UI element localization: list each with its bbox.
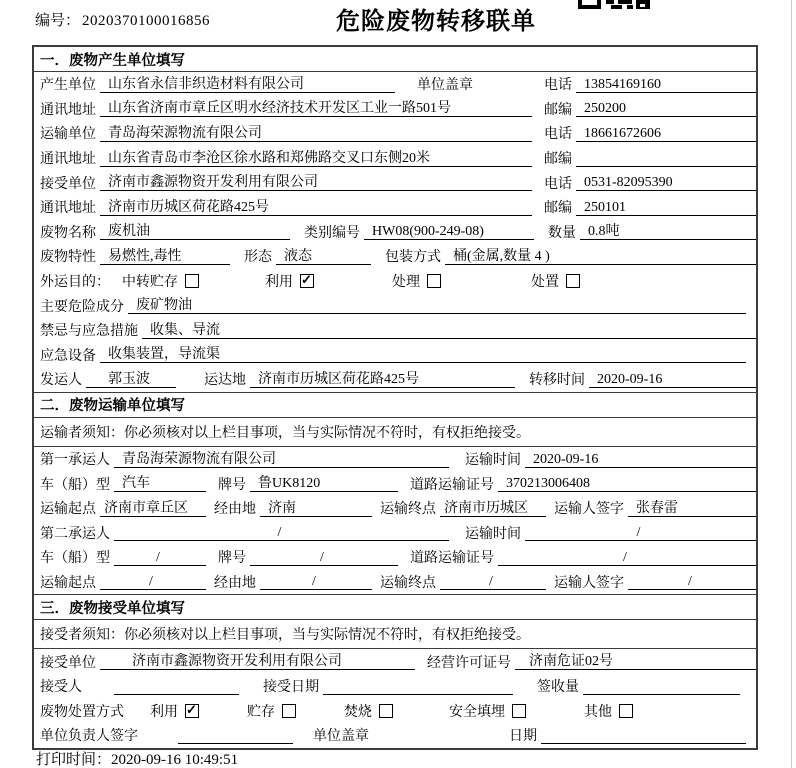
taboo-label: 禁忌与应急措施 (40, 324, 138, 340)
producer-phone-value: 13854169160 (576, 76, 756, 93)
print-time (36, 748, 238, 768)
carrier1-label: 第一承运人 (40, 453, 110, 469)
transfer-time-value: 2020-09-16 (589, 371, 756, 388)
route1-row (34, 496, 756, 521)
vehicle1-value: 汽车 (114, 475, 206, 492)
equipment-value: 收集装置，导流渠 (100, 346, 746, 363)
phone-label: 电话 (544, 176, 572, 192)
checkbox-unchecked-icon (185, 274, 199, 288)
carrier2-row (34, 521, 756, 546)
route2-row (34, 570, 756, 595)
disposal-option-utilize (150, 701, 199, 721)
form-label: 形态 (244, 250, 272, 266)
carrier2-label: 第二承运人 (40, 526, 110, 542)
option-label: 利用 (265, 275, 293, 291)
carrier1-value: 青岛海荣源物流有限公司 (114, 451, 449, 468)
option-label: 中转贮存 (122, 275, 178, 291)
purpose-option-utilize (265, 271, 314, 291)
section3-title: 三．废物接受单位填写 (34, 594, 756, 620)
address-label: 通讯地址 (40, 152, 96, 168)
transporter-sign1-value: 张春雷 (628, 500, 756, 517)
transport-time-label: 运输时间 (465, 453, 521, 469)
shipper-label: 发运人 (40, 373, 82, 389)
transporter-value: 青岛海荣源物流有限公司 (100, 125, 532, 142)
hazard-row (34, 293, 756, 318)
transport-time-label: 运输时间 (465, 526, 521, 542)
option-label: 利用 (150, 704, 178, 720)
checkbox-unchecked-icon (427, 274, 441, 288)
character-value: 易燃性,毒性 (100, 248, 230, 265)
waste-character-row (34, 244, 756, 269)
transporter-sign2-value: / (628, 573, 756, 590)
hazard-label: 主要危险成分 (40, 299, 124, 315)
quantity-label: 数量 (548, 225, 576, 241)
via-label: 经由地 (214, 502, 256, 518)
accept-unit-value: 济南市鑫源物资开发利用有限公司 (100, 653, 415, 670)
waste-name-value: 废机油 (100, 223, 290, 240)
option-label: 安全填埋 (449, 704, 505, 720)
unit-seal-label: 单位盖章 (313, 729, 369, 745)
checkbox-unchecked-icon (566, 274, 580, 288)
transfer-time-label: 转移时间 (529, 373, 585, 389)
serial-value: 2020370100016856 (82, 13, 211, 29)
amount-label: 签收量 (537, 680, 579, 696)
equipment-label: 应急设备 (40, 348, 96, 364)
equipment-row (34, 343, 756, 368)
purpose-option-treat (392, 271, 441, 291)
waste-name-label: 废物名称 (40, 225, 96, 241)
taboo-value: 收集、导流 (142, 322, 756, 339)
checkbox-unchecked-icon (379, 704, 393, 718)
license-label: 经营许可证号 (427, 655, 511, 671)
via1-value: 济南 (260, 500, 372, 517)
packing-label: 包装方式 (385, 250, 441, 266)
origin-label: 运输起点 (40, 502, 96, 518)
phone-label: 电话 (544, 127, 572, 143)
plate1-value: 鲁UK8120 (250, 475, 398, 492)
receiver-phone-value: 0531-82095390 (576, 174, 756, 191)
option-label: 焚烧 (344, 704, 372, 720)
transporter-label: 运输单位 (40, 127, 96, 143)
section1-title: 一．废物产生单位填写 (34, 47, 756, 72)
plate2-value: / (250, 549, 398, 566)
accept-unit-label: 接受单位 (40, 655, 96, 671)
carrier2-value: / (114, 524, 449, 541)
transporter-sign-label: 运输人签字 (554, 575, 624, 591)
license-value: 济南危证02号 (515, 653, 756, 670)
unit-seal-label: 单位盖章 (417, 78, 473, 94)
disposal-option-incinerate (344, 701, 393, 721)
receiver-address-value: 济南市历城区荷花路425号 (100, 199, 532, 216)
transporter-row (34, 121, 756, 146)
receiver-notice: 接受者须知：你必须核对以上栏目事项，当与实际情况不符时，有权拒绝接受。 (34, 620, 756, 649)
section2-title: 二．废物运输单位填写 (34, 392, 756, 418)
qr-code-fragment (578, 0, 650, 10)
zip-label: 邮编 (544, 201, 572, 217)
phone-label: 电话 (544, 78, 572, 94)
transporter-notice: 运输者须知：你必须核对以上栏目事项，当与实际情况不符时，有权拒绝接受。 (34, 418, 756, 447)
form-value: 液态 (276, 248, 371, 265)
character-label: 废物特性 (40, 250, 96, 266)
disposal-option-other (584, 701, 633, 721)
manager-sign-label: 单位负责人签字 (40, 729, 138, 745)
taboo-row (34, 318, 756, 343)
plate-label: 牌号 (218, 477, 246, 493)
receiver-address-row (34, 195, 756, 220)
receive-date-label: 接受日期 (263, 680, 319, 696)
producer-row (34, 72, 756, 97)
accept-unit-row (34, 649, 756, 674)
road-cert2-value: / (498, 549, 756, 566)
producer-address-row (34, 97, 756, 122)
transporter-sign-label: 运输人签字 (554, 502, 624, 518)
recipient-value (114, 678, 239, 695)
scan-edge-line (791, 0, 792, 768)
hazard-value: 废矿物油 (128, 297, 746, 314)
receiver-row (34, 170, 756, 195)
page-title: 危险废物转移联单 (336, 9, 536, 35)
terminal2-value: / (440, 573, 546, 590)
print-time-value: 2020-09-16 10:49:51 (111, 752, 239, 768)
address-label: 通讯地址 (40, 201, 96, 217)
receiver-label: 接受单位 (40, 176, 96, 192)
disposal-option-store (247, 701, 296, 721)
road-cert-label: 道路运输证号 (410, 551, 494, 567)
checkbox-unchecked-icon (282, 704, 296, 718)
transporter-address-value: 山东省青岛市李沧区徐水路和郑佛路交叉口东侧20米 (100, 150, 532, 167)
option-label: 处理 (392, 275, 420, 291)
sign-date-label: 日期 (509, 729, 537, 745)
terminal1-value: 济南市历城区 (440, 500, 546, 517)
category-code-value: HW08(900-249-08) (364, 223, 534, 240)
carrier1-row (34, 447, 756, 472)
category-label: 类别编号 (304, 225, 360, 241)
terminal-label: 运输终点 (380, 575, 436, 591)
recipient-row (34, 674, 756, 699)
purpose-option-dispose (531, 271, 580, 291)
checkbox-unchecked-icon (619, 704, 633, 718)
receiver-value: 济南市鑫源物资开发利用有限公司 (100, 174, 532, 191)
transport-time2-value: / (525, 524, 756, 541)
recipient-label: 接受人 (40, 680, 82, 696)
checkbox-unchecked-icon (512, 704, 526, 718)
transfer-form-table (32, 45, 758, 750)
via-label: 经由地 (214, 575, 256, 591)
purpose-label: 外运目的： (40, 275, 110, 291)
origin-label: 运输起点 (40, 575, 96, 591)
shipper-row (34, 367, 756, 392)
purpose-row (34, 269, 756, 294)
plate-label: 牌号 (218, 551, 246, 567)
purpose-option-transfer-storage (122, 271, 199, 291)
packing-value: 桶(金属,数量 4 ) (445, 248, 756, 265)
origin1-value: 济南市章丘区 (100, 500, 206, 517)
vehicle-type-label: 车（船）型 (40, 477, 110, 493)
origin2-value: / (100, 573, 206, 590)
zip-label: 邮编 (544, 102, 572, 118)
vehicle2-value: / (114, 549, 206, 566)
producer-value: 山东省永信非织造材料有限公司 (100, 76, 395, 93)
disposal-label: 废物处置方式 (40, 704, 124, 720)
transport-time1-value: 2020-09-16 (525, 451, 756, 468)
sign-date-value (541, 727, 746, 744)
waste-name-row (34, 220, 756, 245)
terminal-label: 运输终点 (380, 502, 436, 518)
via2-value: / (260, 573, 372, 590)
destination-label: 运达地 (204, 373, 246, 389)
zip-label: 邮编 (544, 152, 572, 168)
road-cert1-value: 370213006408 (498, 475, 756, 492)
serial-label: 编号： (35, 13, 81, 29)
option-label: 贮存 (247, 704, 275, 720)
receiver-zip-value: 250101 (576, 199, 756, 216)
destination-value: 济南市历城区荷花路425号 (250, 371, 515, 388)
option-label: 其他 (584, 704, 612, 720)
producer-label: 产生单位 (40, 78, 96, 94)
quantity-value: 0.8吨 (580, 223, 756, 240)
disposal-row (34, 698, 756, 723)
print-time-label: 打印时间： (36, 752, 112, 768)
vehicle2-row (34, 545, 756, 570)
option-label: 处置 (531, 275, 559, 291)
road-cert-label: 道路运输证号 (410, 477, 494, 493)
producer-zip-value: 250200 (576, 100, 756, 117)
address-label: 通讯地址 (40, 102, 96, 118)
vehicle1-row (34, 471, 756, 496)
disposal-option-landfill (449, 701, 526, 721)
manager-sign-value (178, 727, 293, 744)
transporter-phone-value: 18661672606 (576, 125, 756, 142)
amount-value (583, 678, 740, 695)
transporter-address-row (34, 146, 756, 171)
shipper-value: 郭玉波 (86, 371, 176, 388)
manager-sign-row (34, 723, 756, 748)
receive-date-value (323, 678, 513, 695)
transporter-zip-value (576, 150, 756, 167)
producer-address-value: 山东省济南市章丘区明水经济技术开发区工业一路501号 (100, 100, 532, 117)
checkbox-checked-icon (300, 274, 314, 288)
vehicle-type-label: 车（船）型 (40, 551, 110, 567)
checkbox-checked-icon (185, 704, 199, 718)
